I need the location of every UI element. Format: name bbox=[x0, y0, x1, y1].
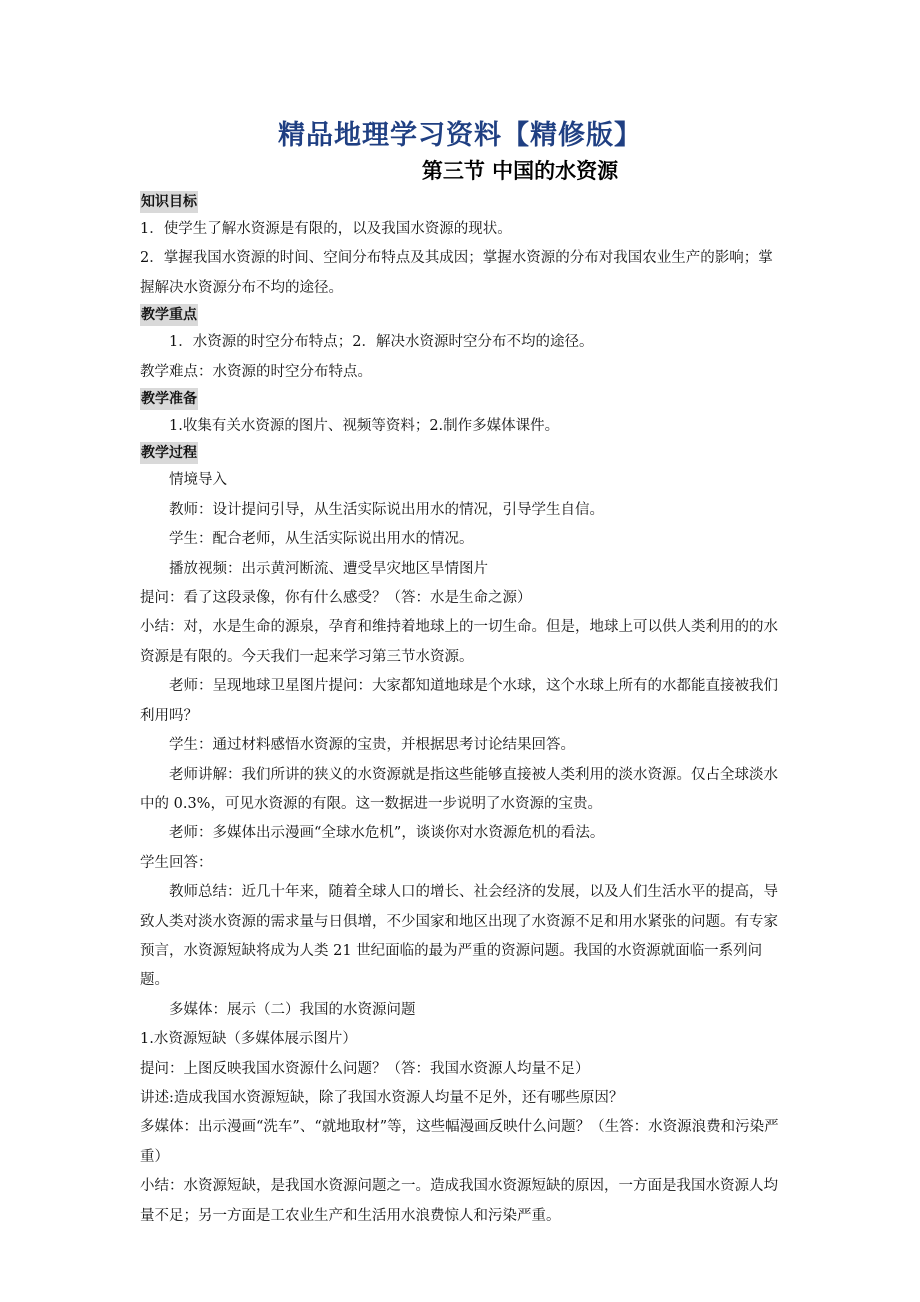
difficulty-item: 教学难点：水资源的时空分布特点。 bbox=[140, 363, 372, 380]
process-paragraph: 老师讲解：我们所讲的狭义的水资源就是指这些能够直接被人类利用的淡水资源。仅占全球淡水中的 0.3%，可见水资源的有限。这一数据进一步说明了水资源的宝贵。 bbox=[140, 766, 778, 812]
process-paragraph: 1.水资源短缺（多媒体展示图片） bbox=[140, 1031, 357, 1048]
process-paragraph: 讲述:造成我国水资源短缺，除了我国水资源人均量不足外，还有哪些原因？ bbox=[140, 1089, 624, 1106]
process-paragraph: 学生：配合老师，从生活实际说出用水的情况。 bbox=[169, 531, 474, 548]
process-paragraph: 多媒体：出示漫画“洗车”、“就地取材”等，这些幅漫画反映什么问题？（生答：水资源浪费和污染严重） bbox=[140, 1119, 779, 1165]
process-paragraph: 教师：设计提问引导，从生活实际说出用水的情况，引导学生自信。 bbox=[169, 501, 604, 518]
prep-item: 1.收集有关水资源的图片、视频等资料；2.制作多媒体课件。 bbox=[169, 418, 560, 435]
process-paragraph: 学生回答： bbox=[140, 854, 213, 871]
goal-item: 1．使学生了解水资源是有限的，以及我国水资源的现状。 bbox=[140, 221, 512, 237]
process-paragraph: 情境导入 bbox=[169, 472, 227, 489]
process-paragraph: 小结：水资源短缺，是我国水资源问题之一。造成我国水资源短缺的原因，一方面是我国水资源人均量不足；另一方面是工农业生产和生活用水浪费惊人和污染严重。 bbox=[140, 1178, 778, 1224]
page-title: 第三节 中国的水资源 bbox=[421, 159, 619, 183]
focus-item: 1．水资源的时空分布特点；2．解决水资源时空分布不均的途径。 bbox=[169, 334, 594, 351]
section-heading-process: 教学过程 bbox=[140, 442, 198, 464]
goal-item: 2．掌握我国水资源的时间、空间分布特点及其成因；掌握水资源的分布对我国农业生产的影响；掌握解决水资源分布不均的途径。 bbox=[140, 250, 773, 296]
process-paragraph: 多媒体：展示（二）我国的水资源问题 bbox=[169, 1001, 416, 1018]
process-paragraph: 提问：看了这段录像，你有什么感受？（答：水是生命之源） bbox=[140, 590, 532, 607]
process-paragraph: 学生：通过材料感悟水资源的宝贵，并根据思考讨论结果回答。 bbox=[169, 737, 575, 754]
process-paragraph: 教师总结：近几十年来，随着全球人口的增长、社会经济的发展，以及人们生活水平的提高，导致人类对淡水资源的需求量与日俱增，不少国家和地区出现了水资源不足和用水紧张的问题。有专家预言，水资源短缺将成为人类 21 世纪面临的最为严重的资源问题。我国的水资源就面临一系列问题。 bbox=[140, 884, 778, 989]
process-paragraph: 播放视频：出示黄河断流、遭受旱灾地区旱情图片 bbox=[169, 560, 488, 577]
document-page bbox=[140, 118, 780, 1231]
section-heading-goals: 知识目标 bbox=[140, 191, 198, 213]
process-paragraph: 提问：上图反映我国水资源什么问题？（答：我国水资源人均量不足） bbox=[140, 1060, 590, 1077]
section-heading-prep: 教学准备 bbox=[140, 388, 198, 410]
process-paragraph: 小结：对，水是生命的源泉，孕育和维持着地球上的一切生命。但是，地球上可以供人类利用的的水资源是有限的。今天我们一起来学习第三节水资源。 bbox=[140, 619, 778, 665]
process-paragraph: 老师：多媒体出示漫画“全球水危机”，谈谈你对水资源危机的看法。 bbox=[169, 825, 605, 842]
document-header: 精品地理学习资料【精修版】 bbox=[278, 120, 642, 151]
process-paragraph: 老师：呈现地球卫星图片提问：大家都知道地球是个水球，这个水球上所有的水都能直接被我们利用吗？ bbox=[140, 678, 778, 724]
section-heading-focus: 教学重点 bbox=[140, 304, 198, 326]
